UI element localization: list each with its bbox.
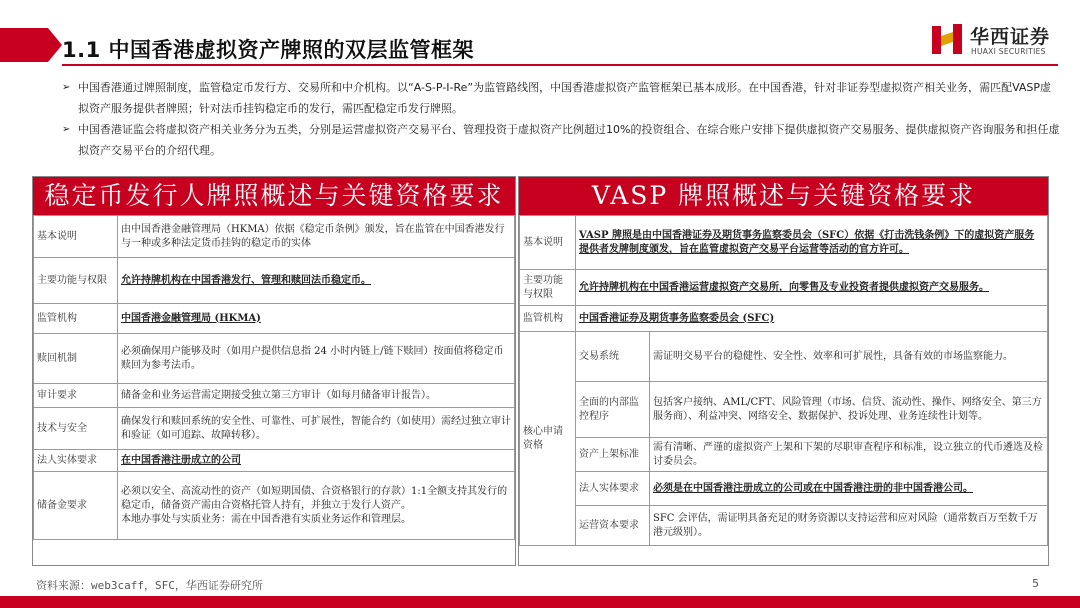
table-row: [34, 258, 515, 304]
intro-bullets: [62, 77, 1062, 161]
page-title: 1.1 中国香港虚拟资产牌照的双层监管框架: [62, 38, 475, 62]
table-row: [34, 334, 515, 384]
logo-text-cn: 华西证券: [970, 26, 1051, 48]
company-logo: [930, 20, 1070, 60]
row-label: 赎回机制: [34, 334, 118, 384]
row-label: 监管机构: [34, 304, 118, 334]
row-label: 审计要求: [34, 384, 118, 408]
intro-bullet-2: [62, 119, 1062, 161]
arrow-bullet-icon: ➢: [62, 82, 71, 93]
arrow-bullet-icon: ➢: [62, 124, 71, 135]
row-label: 监管机构: [520, 306, 576, 332]
table-row: [520, 472, 1048, 506]
sub-row-text: 必须是在中国香港注册成立的公司或在中国香港注册的非中国香港公司。: [653, 482, 973, 494]
header-divider: [62, 64, 1058, 66]
table-row: [520, 306, 1048, 332]
stablecoin-license-table: [32, 176, 516, 566]
row-text-2: 本地办事处与实质业务：需在中国香港有实质业务运作和管理层。: [121, 513, 411, 525]
footer-bar: [0, 596, 1080, 608]
vasp-table-body: [519, 215, 1048, 546]
stablecoin-table-body: [33, 215, 515, 540]
table-row: [34, 384, 515, 408]
vasp-license-table: [518, 176, 1049, 566]
sub-row-text: 需证明交易平台的稳健性、安全性、效率和可扩展性，具备有效的市场监察能力。: [650, 332, 1048, 382]
huaxi-logo-icon: [930, 22, 964, 56]
intro-bullet-2-text: 中国香港证监会将虚拟资产相关业务分为五类，分别是运营虚拟资产交易平台、管理投资于虚拟资产比例超过10%的投资组合、在综合账户安排下提供虚拟资产交易服务、提供虚拟资产咨询服务和担任虚拟资产交易平台的介绍代理。: [78, 123, 1060, 157]
table-row: [520, 332, 1048, 382]
row-label: 技术与安全: [34, 408, 118, 450]
intro-bullet-1: [62, 77, 1062, 119]
table-row: [520, 438, 1048, 472]
table-row: [34, 408, 515, 450]
row-label: 基本说明: [34, 216, 118, 258]
source-note: 资料来源：web3caff，SFC，华西证券研究所: [36, 579, 263, 592]
vasp-table-header: VASP 牌照概述与关键资格要求: [519, 177, 1048, 215]
row-text: 储备金和业务运营需定期接受独立第三方审计（如每月储备审计报告）。: [118, 384, 515, 408]
row-label: 基本说明: [520, 216, 576, 270]
row-text: VASP 牌照是由中国香港证券及期货事务监察委员会（SFC）依据《打击洗钱条例》下的虚拟资产服务提供者发牌制度颁发，旨在监管虚拟资产交易平台运营等活动的官方许可。: [579, 229, 1035, 255]
row-label: 主要功能与权限: [520, 270, 576, 306]
header-accent-bar: [0, 28, 48, 62]
core-qualification-label: 核心申请资格: [520, 332, 576, 546]
row-text: 允许持牌机构在中国香港发行、管理和赎回法币稳定币。: [121, 274, 371, 286]
row-text: 在中国香港注册成立的公司: [121, 454, 241, 466]
table-row: [520, 216, 1048, 270]
row-text: 允许持牌机构在中国香港运营虚拟资产交易所，向零售及专业投资者提供虚拟资产交易服务。: [579, 281, 989, 293]
sub-row-text: 包括客户接纳、AML/CFT、风险管理（市场、信贷、流动性、操作、网络安全、第三方服务商）、利益冲突、网络安全、数据保护、投诉处理、业务连续性计划等。: [650, 382, 1048, 438]
row-label: 储备金要求: [34, 472, 118, 540]
table-row: [34, 304, 515, 334]
logo-text-en: HUAXI SECURITIES: [971, 47, 1046, 56]
sub-row-label: 运营资本要求: [576, 506, 650, 546]
row-text: 中国香港金融管理局 (HKMA): [121, 312, 261, 324]
sub-row-text: SFC 会评估，需证明具备充足的财务资源以支持运营和应对风险（通常数百万至数千万港元级别）。: [650, 506, 1048, 546]
row-text: 中国香港证券及期货事务监察委员会 (SFC): [579, 312, 775, 324]
row-text: 确保发行和赎回系统的安全性、可靠性、可扩展性，智能合约（如使用）需经过独立审计和验证（如可追踪、故障转移）。: [118, 408, 515, 450]
table-row: [34, 216, 515, 258]
table-row: [520, 270, 1048, 306]
sub-row-label: 交易系统: [576, 332, 650, 382]
row-text: 由中国香港金融管理局（HKMA）依据《稳定币条例》颁发，旨在监管在中国香港发行与一种或多种法定货币挂钩的稳定币的实体: [118, 216, 515, 258]
row-text: 必须确保用户能够及时（如用户提供信息指 24 小时内链上/链下赎回）按面值将稳定币赎回为参考法币。: [118, 334, 515, 384]
sub-row-label: 全面的内部监控程序: [576, 382, 650, 438]
page-number: 5: [1032, 577, 1039, 590]
intro-bullet-1-text: 中国香港通过牌照制度，监管稳定币发行方、交易所和中介机构。以“A-S-P-I-Re”为监管路线图，中国香港虚拟资产监管框架已基本成形。在中国香港，针对非证券型虚拟资产相关业务，需匹配VASP虚拟资产服务提供者牌照；针对法币挂钩稳定币的发行，需匹配稳定币发行牌照。: [78, 81, 1052, 115]
table-row: [34, 472, 515, 540]
row-label: 法人实体要求: [34, 450, 118, 472]
table-row: [34, 450, 515, 472]
sub-row-label: 资产上架标准: [576, 438, 650, 472]
row-text: 必须以安全、高流动性的资产（如短期国债、合资格银行的存款）1:1全额支持其发行的稳定币，储备资产需由合资格托管人持有，并独立于发行人资产。: [121, 485, 508, 511]
sub-row-label: 法人实体要求: [576, 472, 650, 506]
sub-row-text: 需有清晰、严谨的虚拟资产上架和下架的尽职审查程序和标准，设立独立的代币遴选及检讨委员会。: [650, 438, 1048, 472]
row-label: 主要功能与权限: [34, 258, 118, 304]
table-row: [520, 382, 1048, 438]
stablecoin-table-header: 稳定币发行人牌照概述与关键资格要求: [33, 177, 515, 215]
table-row: [520, 506, 1048, 546]
